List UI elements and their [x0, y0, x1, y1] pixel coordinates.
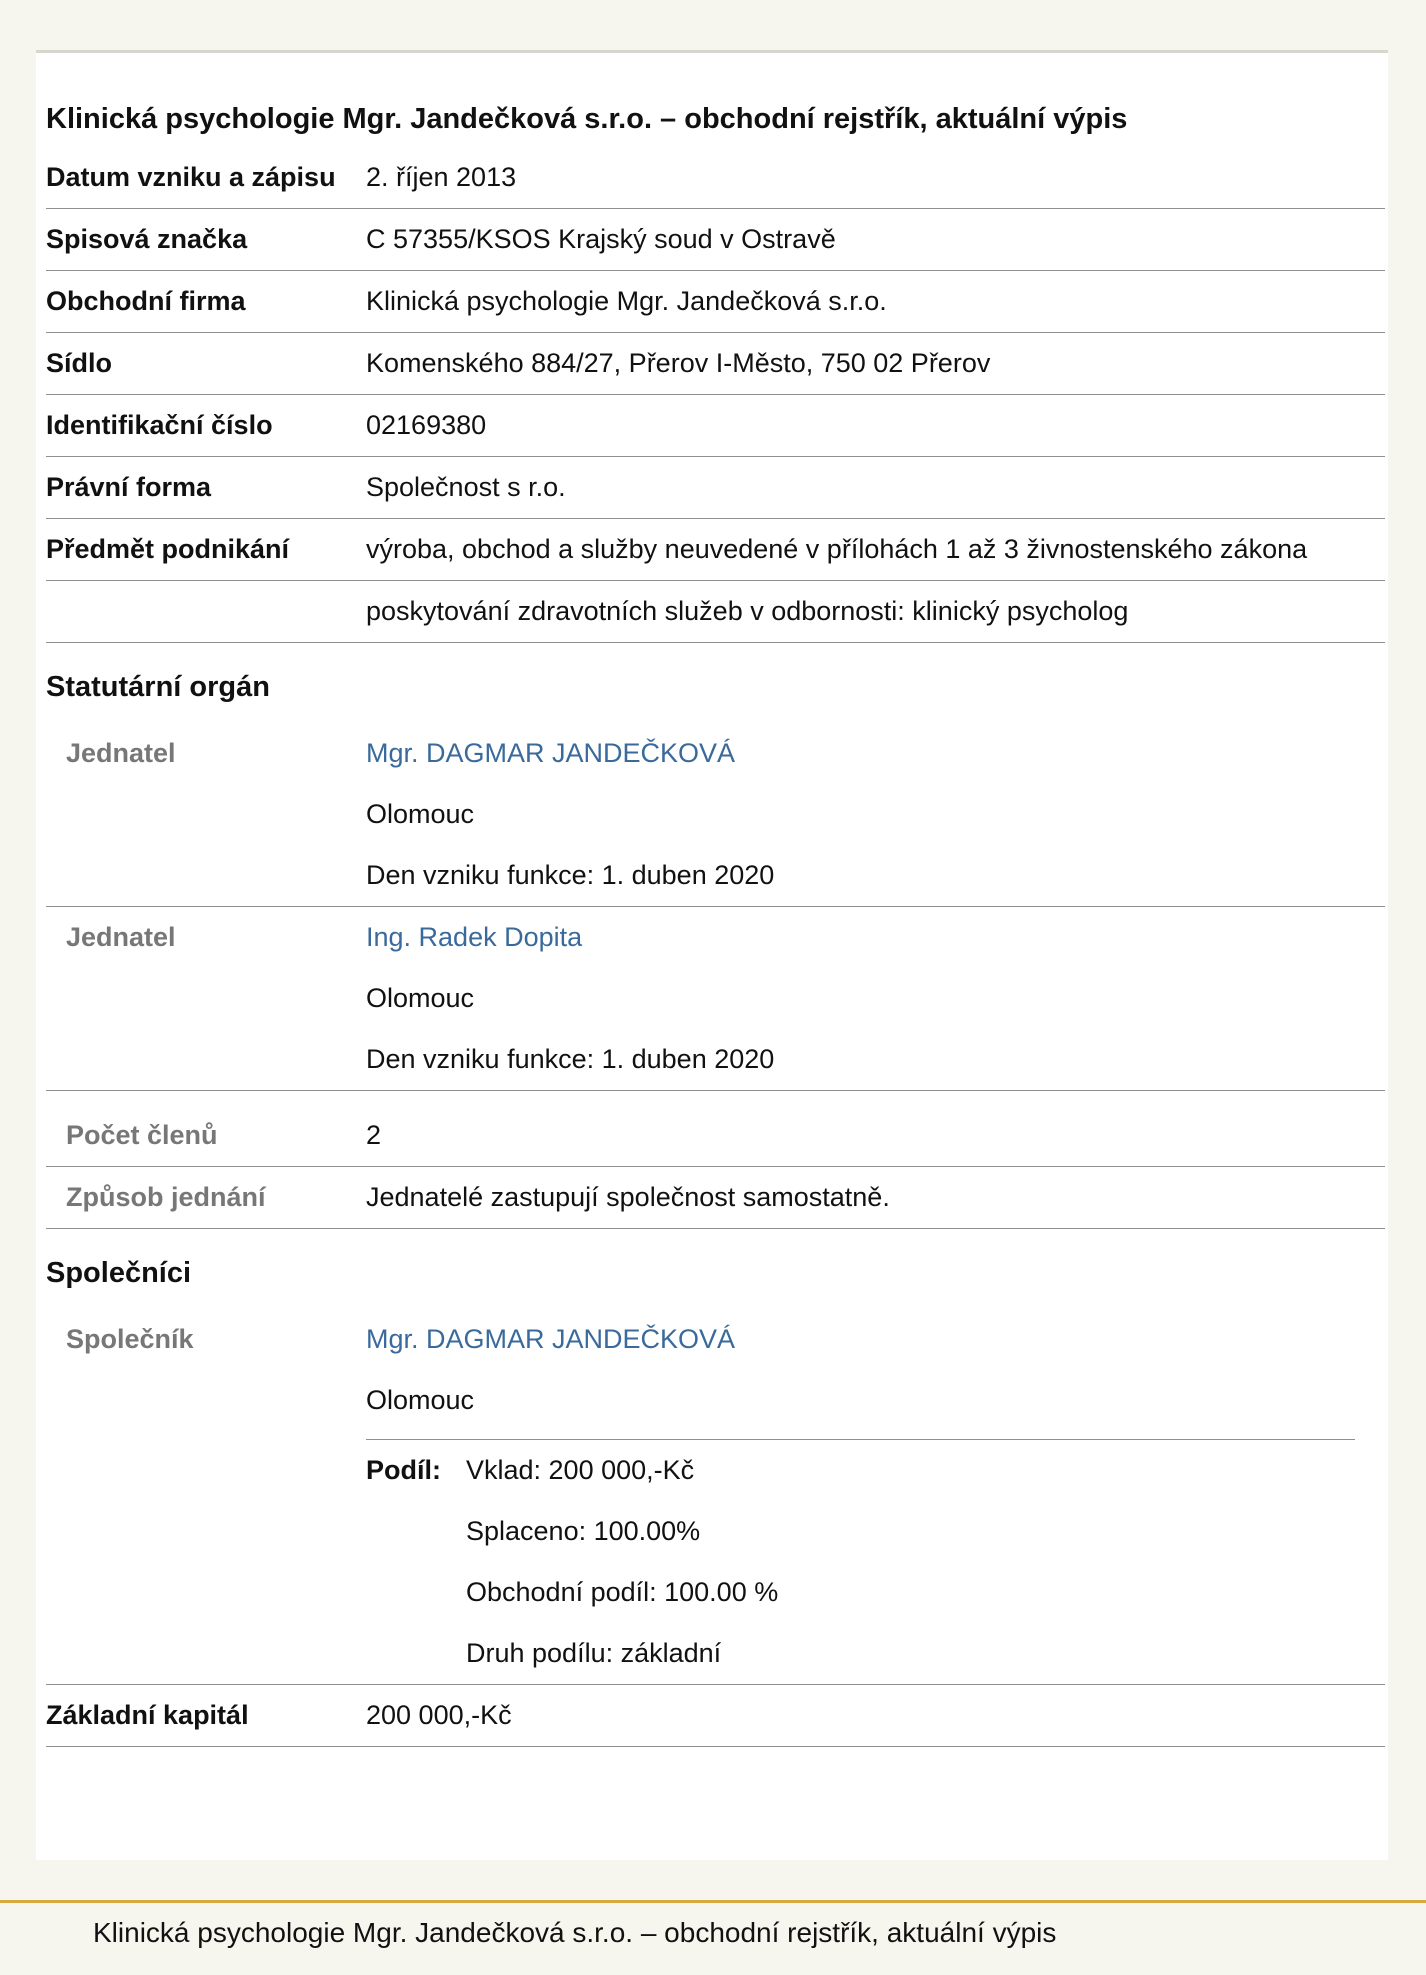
podil-label: Podíl:: [366, 1455, 441, 1485]
person-city: Olomouc: [366, 983, 475, 1013]
row-label: Právní forma: [46, 472, 212, 502]
row-label: Datum vzniku a zápisu: [46, 162, 336, 192]
row-obchodni-firma: [46, 271, 1385, 333]
page-footer: [0, 1900, 1426, 1975]
row-predmet-podnikani: [46, 519, 1385, 581]
row-label: Počet členů: [66, 1120, 218, 1150]
row-label: Způsob jednání: [66, 1182, 266, 1212]
row-predmet-podnikani-2: [46, 581, 1385, 643]
podil-splaceno: Splaceno: 100.00%: [466, 1516, 701, 1546]
row-label: Jednatel: [66, 738, 176, 768]
row-label: Předmět podnikání: [46, 534, 290, 564]
section-spolecnici: Společníci: [46, 1257, 192, 1289]
row-ico: [46, 395, 1385, 457]
spacer: [46, 1091, 1385, 1105]
podil-obchodni: Obchodní podíl: 100.00 %: [466, 1577, 779, 1607]
row-zakladni-kapital: [46, 1685, 1385, 1747]
row-value: [366, 723, 1385, 906]
row-value: 2. říjen 2013: [366, 162, 517, 192]
row-datum-vzniku: [46, 147, 1385, 209]
row-value: poskytování zdravotních služeb v odbornosti: klinický psycholog: [366, 596, 1129, 626]
row-value: 02169380: [366, 410, 487, 440]
row-value: Jednatelé zastupují společnost samostatně.: [366, 1182, 890, 1212]
row-label: Obchodní firma: [46, 286, 246, 316]
person-city: Olomouc: [366, 1385, 475, 1415]
row-label-empty: [46, 581, 366, 642]
row-pravni-forma: [46, 457, 1385, 519]
row-value: C 57355/KSOS Krajský soud v Ostravě: [366, 224, 836, 254]
row-value: Komenského 884/27, Přerov I-Město, 750 02 Přerov: [366, 348, 991, 378]
row-spolecnik: [46, 1309, 1385, 1685]
row-value: 200 000,-Kč: [366, 1700, 512, 1730]
page-title: Klinická psychologie Mgr. Jandečková s.r.o. – obchodní rejstřík, aktuální výpis: [46, 103, 1128, 135]
row-value: [366, 1309, 1385, 1684]
row-jednatel: [46, 723, 1385, 907]
row-jednatel: [46, 907, 1385, 1091]
row-label: Jednatel: [66, 922, 176, 952]
section-statutarni-organ: Statutární orgán: [46, 671, 270, 703]
row-value: výroba, obchod a služby neuvedené v přílohách 1 až 3 živnostenského zákona: [366, 534, 1308, 564]
person-link[interactable]: Mgr. DAGMAR JANDEČKOVÁ: [366, 1324, 736, 1354]
row-zpusob-jednani: [46, 1167, 1385, 1229]
person-city: Olomouc: [366, 799, 475, 829]
row-label: Základní kapitál: [46, 1700, 249, 1730]
row-label: Sídlo: [46, 348, 112, 378]
podil-block: [366, 1439, 1355, 1684]
row-label: Identifikační číslo: [46, 410, 273, 440]
row-value: Společnost s r.o.: [366, 472, 566, 502]
row-label: Společník: [66, 1324, 194, 1354]
row-sidlo: [46, 333, 1385, 395]
person-since: Den vzniku funkce: 1. duben 2020: [366, 1044, 775, 1074]
person-link[interactable]: Mgr. DAGMAR JANDEČKOVÁ: [366, 738, 736, 768]
row-value: [366, 907, 1385, 1090]
person-link[interactable]: Ing. Radek Dopita: [366, 922, 583, 952]
podil-vklad: Vklad: 200 000,-Kč: [466, 1455, 695, 1485]
footer-text: Klinická psychologie Mgr. Jandečková s.r.o. – obchodní rejstřík, aktuální výpis: [93, 1917, 1057, 1948]
row-label: Spisová značka: [46, 224, 248, 254]
register-extract-card: [36, 50, 1388, 1860]
person-since: Den vzniku funkce: 1. duben 2020: [366, 860, 775, 890]
row-spisova-znacka: [46, 209, 1385, 271]
row-value: Klinická psychologie Mgr. Jandečková s.r.o.: [366, 286, 887, 316]
row-pocet-clenu: [46, 1105, 1385, 1167]
podil-values: [466, 1440, 1355, 1684]
register-extract-content: [46, 53, 1385, 1747]
row-value: 2: [366, 1120, 382, 1150]
podil-druh: Druh podílu: základní: [466, 1638, 722, 1668]
